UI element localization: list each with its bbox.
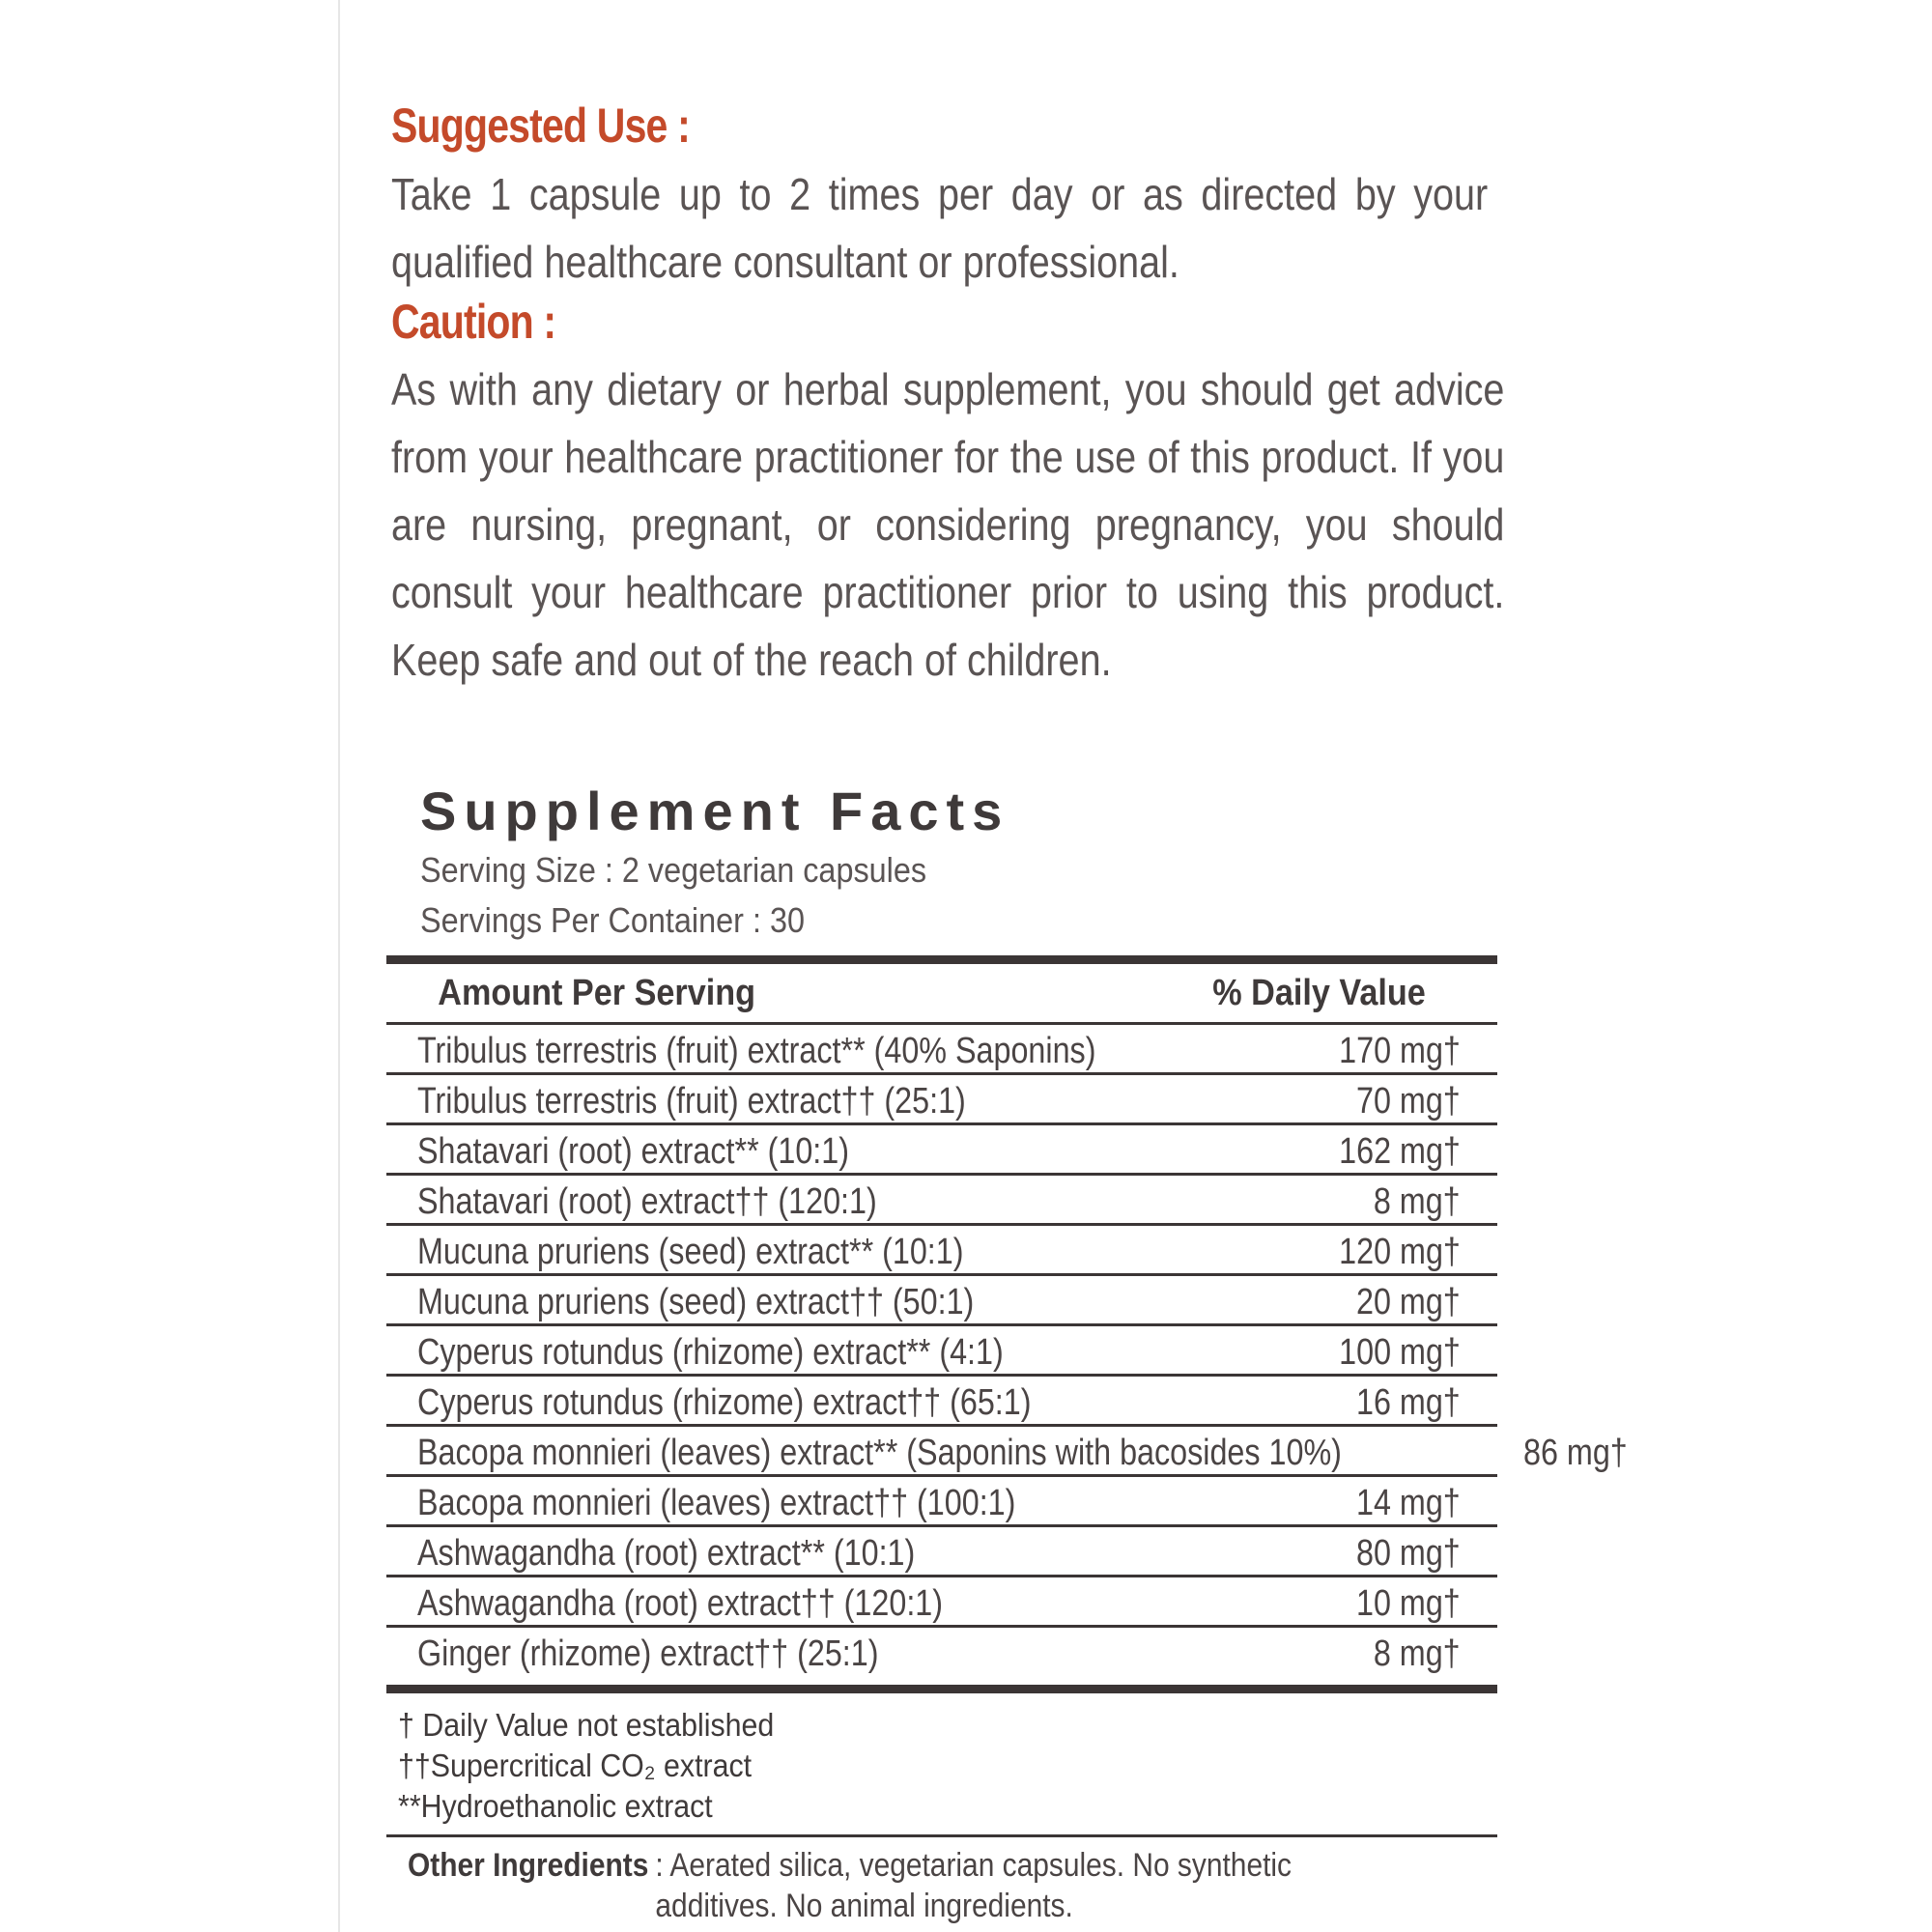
footnote-double-dagger: ††Supercritical CO₂ extract <box>398 1747 753 1783</box>
ingredient-name: Tribulus terrestris (fruit) extract†† (25:1) <box>417 1081 966 1122</box>
ingredient-amount: 20 mg† <box>1356 1282 1461 1322</box>
facts-rows <box>386 1025 1628 1675</box>
ingredient-row <box>386 1326 1497 1377</box>
ingredient-name: Ashwagandha (root) extract†† (120:1) <box>417 1583 944 1624</box>
ingredient-amount: 120 mg† <box>1339 1232 1461 1272</box>
suggested-use-heading: Suggested Use : <box>391 99 690 153</box>
ingredient-name: Shatavari (root) extract†† (120:1) <box>417 1181 877 1222</box>
daily-value-header: % Daily Value <box>1212 972 1426 1013</box>
facts-divider-bottom <box>386 1685 1497 1693</box>
facts-header-row <box>386 964 1497 1022</box>
supplement-facts-title: Supplement Facts <box>420 781 1010 841</box>
ingredient-name: Tribulus terrestris (fruit) extract** (40% Saponins) <box>417 1031 1096 1071</box>
amount-per-serving-header: Amount Per Serving <box>438 972 756 1013</box>
page-edge-divider <box>338 0 340 1932</box>
ingredient-name: Shatavari (root) extract** (10:1) <box>417 1131 850 1172</box>
ingredient-amount: 162 mg† <box>1339 1131 1461 1172</box>
ingredient-name: Mucuna pruriens (seed) extract** (10:1) <box>417 1232 964 1272</box>
caution-heading: Caution : <box>391 295 556 349</box>
ingredient-name: Cyperus rotundus (rhizome) extract†† (65:1) <box>417 1382 1032 1423</box>
ingredient-name: Mucuna pruriens (seed) extract†† (50:1) <box>417 1282 975 1322</box>
ingredient-amount: 80 mg† <box>1356 1533 1461 1574</box>
ingredient-amount: 10 mg† <box>1356 1583 1461 1624</box>
other-ingredients-label: Other Ingredients <box>408 1847 649 1884</box>
ingredient-amount: 8 mg† <box>1374 1634 1461 1674</box>
ingredient-name: Bacopa monnieri (leaves) extract** (Saponins with bacosides 10%) <box>417 1433 1342 1473</box>
ingredient-name: Ashwagandha (root) extract** (10:1) <box>417 1533 916 1574</box>
ingredient-amount: 86 mg† <box>1522 1433 1628 1473</box>
ingredient-amount: 100 mg† <box>1339 1332 1461 1373</box>
ingredient-amount: 16 mg† <box>1356 1382 1461 1423</box>
ingredient-row <box>386 1577 1497 1628</box>
facts-footnotes <box>386 1693 1497 1834</box>
ingredient-row <box>386 1477 1497 1527</box>
footnote-asterisk: **Hydroethanolic extract <box>398 1788 713 1824</box>
serving-size: Serving Size : 2 vegetarian capsules <box>420 850 927 890</box>
footnote-dagger: † Daily Value not established <box>398 1707 775 1743</box>
ingredient-row <box>386 1176 1497 1226</box>
ingredient-row <box>386 1075 1497 1125</box>
suggested-use-text: Take 1 capsule up to 2 times per day or as directed by your qualified healthcare consultant or professional. <box>391 169 1489 287</box>
ingredient-row <box>386 1628 1497 1675</box>
ingredient-row <box>386 1427 1628 1477</box>
ingredient-amount: 170 mg† <box>1339 1031 1461 1071</box>
ingredient-row <box>386 1527 1497 1577</box>
ingredient-name: Bacopa monnieri (leaves) extract†† (100:1) <box>417 1483 1016 1523</box>
servings-per-container: Servings Per Container : 30 <box>420 900 806 940</box>
ingredient-row <box>386 1276 1497 1326</box>
ingredient-row <box>386 1226 1497 1276</box>
ingredient-amount: 70 mg† <box>1356 1081 1461 1122</box>
other-ingredients-text: : Aerated silica, vegetarian capsules. No synthetic additives. No animal ingredients. <box>655 1847 1293 1924</box>
ingredient-name: Cyperus rotundus (rhizome) extract** (4:1) <box>417 1332 1004 1373</box>
ingredient-amount: 14 mg† <box>1356 1483 1461 1523</box>
ingredient-amount: 8 mg† <box>1374 1181 1461 1222</box>
caution-text: As with any dietary or herbal supplement, you should get advice from your healthcare practitioner for the use of this product. If you are nursing, pregnant, or considering pregnancy, you should consult your healthcare practitioner prior to using this product. Keep safe and out of the reach of children. <box>391 364 1505 685</box>
ingredient-row <box>386 1377 1497 1427</box>
facts-divider-top <box>386 955 1497 964</box>
ingredient-row <box>386 1125 1497 1176</box>
ingredient-name: Ginger (rhizome) extract†† (25:1) <box>417 1634 879 1674</box>
supplement-facts-panel <box>386 778 1628 1926</box>
other-ingredients <box>386 1837 1492 1926</box>
ingredient-row <box>386 1025 1497 1075</box>
